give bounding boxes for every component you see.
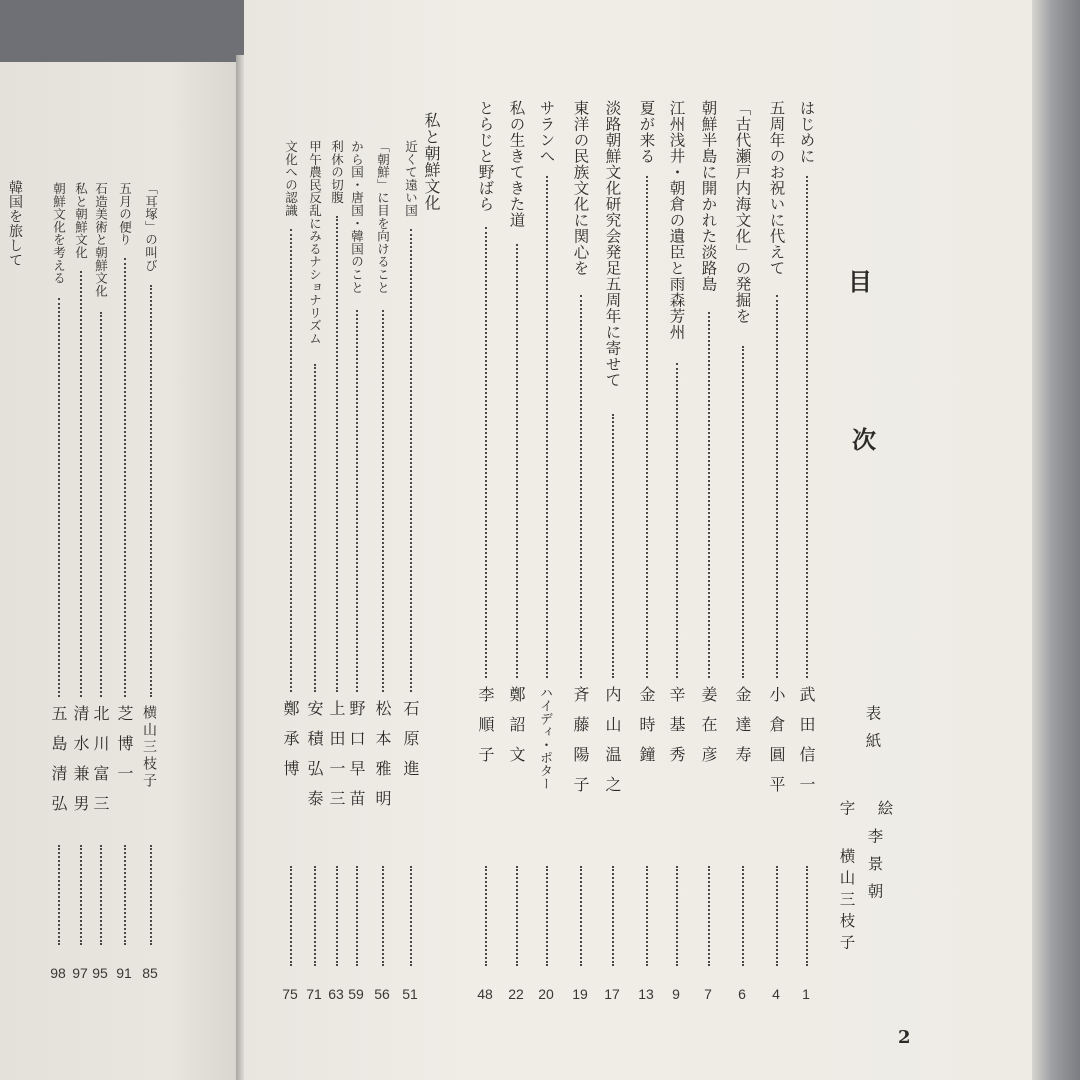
toc-entry-title: 淡路朝鮮文化研究会発足五周年に寄せて [603,100,622,388]
toc-entry-author: 安積弘泰 [305,700,324,820]
toc-leader-dots-end [124,845,126,945]
toc-leader-dots [410,229,412,692]
toc-entry-page: 1 [802,986,810,1002]
toc-leader-dots [806,176,808,678]
toc-entry-title: 「朝鮮」に目を向けること [375,140,391,294]
toc-leader-dots [485,227,487,678]
toc-leader-dots-end [80,845,82,945]
toc-entry-page: 59 [348,986,364,1002]
toc-entry-page: 75 [282,986,298,1002]
toc-entry-page: 4 [772,986,780,1002]
toc-entry-author: 五島清弘 [49,705,68,825]
toc-entry-author: 李順子 [476,686,495,776]
toc-entry-title: 甲午農民反乱にみるナショナリズム [307,140,323,345]
toc-entry-page: 9 [672,986,680,1002]
toc-entry-author: 金時鐘 [637,686,656,776]
toc-entry-page: 13 [638,986,654,1002]
toc-entry-page: 56 [374,986,390,1002]
toc-leader-dots-end [516,866,518,966]
toc-leader-dots [80,271,82,697]
toc-entry-page: 97 [72,965,88,981]
cover-credit-artist: 李景朝 [865,828,884,911]
section-heading: 私と朝鮮文化 [422,112,441,211]
toc-entry-author: 内山温之 [603,686,622,806]
toc-leader-dots-end [776,866,778,966]
cover-credit-role-art: 絵 [875,800,894,816]
cover-credit-label: 表紙 [863,705,882,760]
toc-leader-dots [580,295,582,678]
toc-entry-page: 22 [508,986,524,1002]
toc-leader-dots-end [742,866,744,966]
toc-entry-title: はじめに [797,100,816,164]
toc-leader-dots-end [100,845,102,945]
toc-leader-dots-end [646,866,648,966]
toc-title-me: 目 [848,267,872,296]
toc-entry-author: 野口早苗 [347,700,366,820]
toc-entry-author: 武田信一 [797,686,816,806]
toc-entry-author: 横山三枝子 [141,705,157,790]
toc-entry-title: 朝鮮半島に開かれた淡路島 [699,100,718,292]
toc-entry-author: 辛基秀 [667,686,686,776]
toc-entry-page: 51 [402,986,418,1002]
toc-leader-dots [742,346,744,678]
toc-leader-dots-end [676,866,678,966]
toc-leader-dots [290,229,292,692]
toc-entry-author: 北川富三 [91,705,110,825]
toc-entry-author: 鄭詔文 [507,686,526,776]
toc-leader-dots [646,176,648,678]
toc-leader-dots-end [58,845,60,945]
toc-leader-dots-end [314,866,316,966]
toc-entry-page: 71 [306,986,322,1002]
toc-leader-dots-end [336,866,338,966]
toc-leader-dots [58,298,60,697]
toc-leader-dots-end [382,866,384,966]
toc-entry-page: 91 [116,965,132,981]
toc-leader-dots-end [410,866,412,966]
toc-entry-title: 五月の便り [117,182,133,246]
toc-entry-title: 利休の切腹 [329,140,345,204]
toc-entry-title: 石造美術と朝鮮文化 [93,182,109,298]
toc-leader-dots-end [580,866,582,966]
toc-leader-dots [546,176,548,678]
toc-entry-title: 東洋の民族文化に関心を [571,100,590,276]
toc-entry-page: 98 [50,965,66,981]
toc-leader-dots [382,310,384,692]
toc-leader-dots [336,216,338,693]
toc-leader-dots [776,295,778,678]
toc-leader-dots [150,285,152,698]
toc-title-ji: 次 [852,425,876,454]
toc-entry-title: 江州浅井・朝倉の遺臣と雨森芳州 [667,100,686,340]
toc-leader-dots [124,258,126,698]
cover-credit-calligrapher: 横山三枝子 [837,848,856,956]
toc-leader-dots [676,363,678,678]
page-edge [1032,0,1080,1080]
toc-leader-dots-end [708,866,710,966]
toc-leader-dots-end [485,866,487,966]
toc-entry-author: 金達寿 [733,686,752,776]
toc-entry-title: 私の生きてきた道 [507,100,526,228]
toc-entry-title: 「古代瀬戸内海文化」の発掘を [733,100,752,324]
toc-entry-title: 夏が来る [637,100,656,164]
toc-entry-page: 19 [572,986,588,1002]
toc-entry-author: 松本雅明 [373,700,392,820]
toc-leader-dots [708,312,710,678]
toc-entry-author: 鄭承博 [281,700,300,790]
toc-leader-dots-end [546,866,548,966]
toc-entry-author: 斉藤陽子 [571,686,590,806]
toc-entry-title: サランへ [537,100,556,164]
toc-entry-page: 48 [477,986,493,1002]
toc-entry-title: 朝鮮文化を考える [51,182,67,285]
toc-leader-dots [100,312,102,698]
toc-leader-dots [314,364,316,692]
toc-entry-page: 85 [142,965,158,981]
toc-leader-dots-end [806,866,808,966]
toc-entry-title: 文化への認識 [283,140,299,217]
toc-leader-dots-end [356,866,358,966]
toc-leader-dots [612,414,614,678]
toc-entry-page: 20 [538,986,554,1002]
toc-entry-author: ハイディ・ポター [537,686,552,790]
toc-entry-author: 芝博一 [115,705,134,795]
toc-entry-author: 石原進 [401,700,420,790]
toc-entry-author: 上田一三 [327,700,346,820]
page-number: 2 [898,1027,911,1048]
toc-leader-dots-end [150,845,152,945]
toc-entry-title: 近くて遠い国 [403,140,419,217]
toc-entry-page: 7 [704,986,712,1002]
toc-entry-author: 清水兼男 [71,705,90,825]
cover-credit-role-calligraphy: 字 [837,800,856,816]
toc-entry-title: 私と朝鮮文化 [73,182,89,259]
toc-entry-title: とらじと野ばら [476,100,495,212]
toc-entry-page: 95 [92,965,108,981]
toc-entry-title: 五周年のお祝いに代えて [767,100,786,276]
toc-entry-title: 「耳塚」の叫び [143,182,159,272]
toc-leader-dots-end [612,866,614,966]
toc-entry-page: 17 [604,986,620,1002]
toc-leader-dots [356,310,358,692]
toc-entry-author: 姜在彦 [699,686,718,776]
toc-entry-author: 小倉圓平 [767,686,786,806]
toc-leader-dots-end [290,866,292,966]
toc-entry-page: 63 [328,986,344,1002]
toc-entry-title: から国・唐国・韓国のこと [349,140,365,294]
left-heading: 韓国を旅して [7,180,23,267]
toc-entry-page: 6 [738,986,746,1002]
toc-leader-dots [516,244,518,678]
